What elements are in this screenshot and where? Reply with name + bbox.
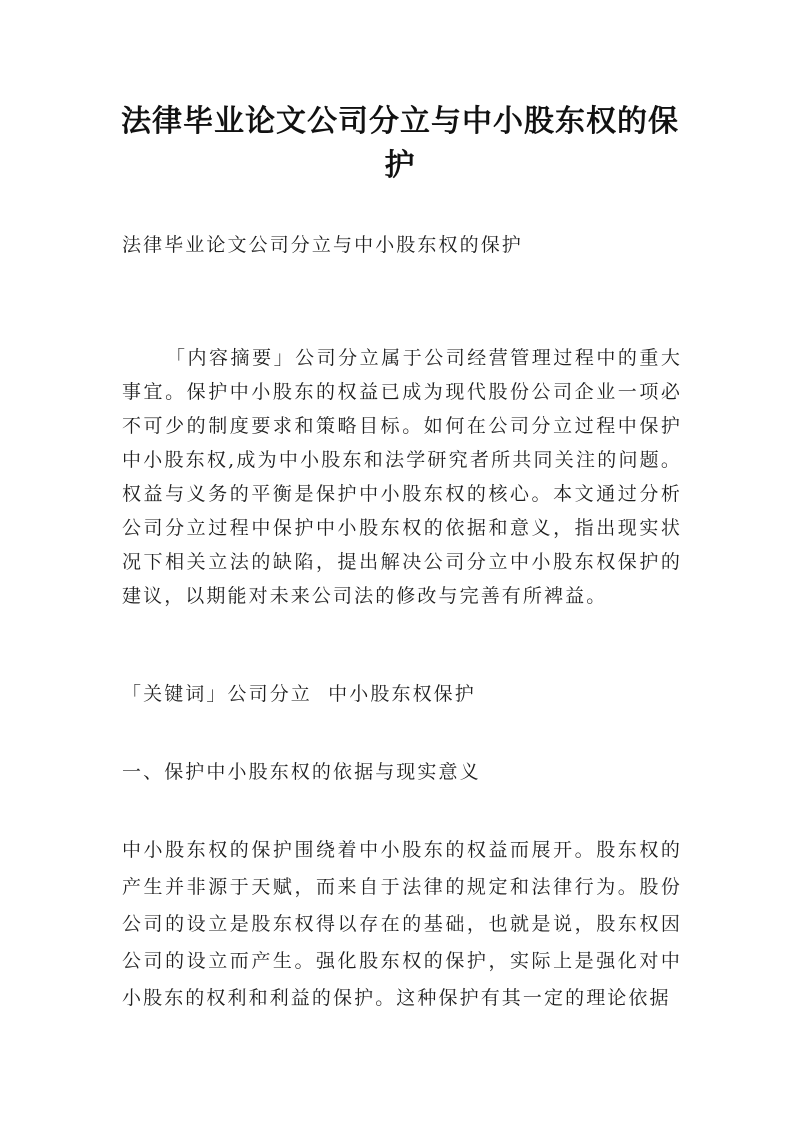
document-subtitle: 法律毕业论文公司分立与中小股东权的保护 bbox=[122, 234, 523, 256]
section-paragraph: 中小股东权的保护围绕着中小股东的权益而展开。股东权的产生并非源于天赋，而来自于法律的规定和法律行为。股份公司的设立是股东权得以存在的基础，也就是说，股东权因公司的设立而产生。强化股东权的保护，实际上是强化对中小股东的权利和利益的保护。这种保护有其一定的理论依据 bbox=[122, 839, 682, 1009]
keywords-line: 「关键词」公司分立 中小股东权保护 bbox=[122, 683, 476, 705]
document-title: 法律毕业论文公司分立与中小股东权的保护 bbox=[121, 104, 679, 183]
abstract-paragraph: 「内容摘要」公司分立属于公司经营管理过程中的重大事宜。保护中小股东的权益已成为现代股份公司企业一项必不可少的制度要求和策略目标。如何在公司分立过程中保护中小股东权,成为中小股东和法学研究者所共同关注的问题。权益与义务的平衡是保护中小股东权的核心。本文通过分析公司分立过程中保护中小股东权的依据和意义，指出现实状况下相关立法的缺陷，提出解决公司分立中小股东权保护的建议，以期能对未来公司法的修改与完善有所裨益。 bbox=[122, 347, 682, 607]
section-heading: 一、保护中小股东权的依据与现实意义 bbox=[122, 761, 481, 783]
